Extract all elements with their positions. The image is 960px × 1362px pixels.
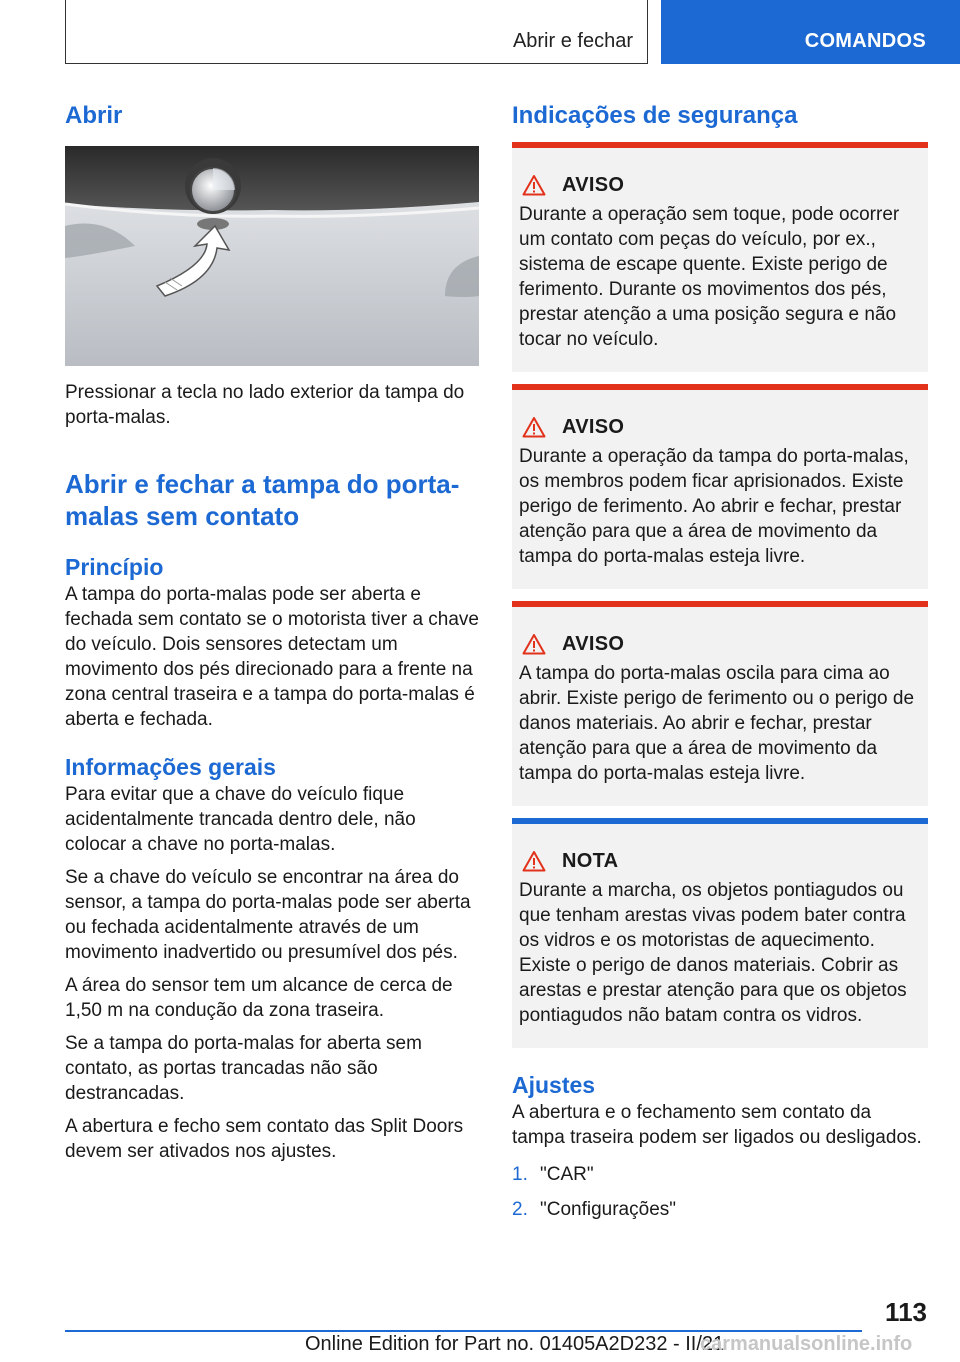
principio-text: A tampa do porta-malas pode ser aberta e fechada sem contato se o motorista tiver a chave do veículo. Dois sensores detectam um movimento dos pés direcionado para a frente na zona central traseira e a tampa do porta-malas é aberta e fechada.	[65, 584, 479, 730]
heading-safety: Indicações de segurança	[512, 102, 798, 129]
header-section-title: Abrir e fechar	[512, 30, 633, 52]
ajustes-text: A abertura e o fechamento sem contato da tampa traseira podem ser ligados ou desligados.	[512, 1102, 922, 1148]
trunk-button-illustration	[65, 146, 479, 366]
figure-caption: Pressionar a tecla no lado exterior da tampa do porta-malas.	[65, 382, 465, 428]
info-paragraph: Se a chave do veículo se encontrar na área do sensor, a tampa do porta-malas pode ser aberta ou fechada acidentalmente através de um movimento inadvertido ou presumível dos pés.	[65, 867, 471, 963]
warning-triangle-icon	[522, 416, 546, 438]
trunk-button-figure	[65, 146, 479, 366]
header-section-box	[65, 0, 648, 64]
page-number: 113	[885, 1297, 927, 1327]
warning-triangle-icon	[522, 633, 546, 655]
right-column	[512, 100, 928, 1232]
warning-text: Durante a operação sem toque, pode ocorrer um contato com peças do veículo, por ex., sistema de escape quente. Existe perigo de ferimento. Durante os movimentos dos pés, prestar atenção a uma posição segura e não tocar no veículo.	[519, 204, 900, 350]
list-item	[512, 1197, 928, 1222]
note-box	[512, 818, 928, 1048]
warning-triangle-icon	[522, 850, 546, 872]
warning-box	[512, 601, 928, 806]
info-paragraph: Se a tampa do porta-malas for aberta sem contato, as portas trancadas não são destrancadas.	[65, 1033, 422, 1104]
heading-main: Abrir e fechar a tampa do porta-malas sem contato	[65, 469, 460, 531]
left-column	[65, 100, 479, 1164]
heading-abrir: Abrir	[65, 102, 123, 129]
step-number: 2.	[512, 1199, 528, 1220]
step-label: "CAR"	[540, 1164, 594, 1185]
warning-box	[512, 142, 928, 372]
note-text: Durante a marcha, os objetos pontiagudos ou que tenham arestas vivas podem bater contra os vidros e os motoristas de aquecimento. Existe o perigo de danos materiais. Cobrir as arestas e prestar atenção para que os objetos pontiagudos não batam contra os vidros.	[519, 880, 907, 1026]
step-number: 1.	[512, 1164, 528, 1185]
ajustes-steps	[512, 1162, 928, 1222]
info-paragraph: Para evitar que a chave do veículo fique acidentalmente trancada dentro dele, não colocar a chave no porta-malas.	[65, 784, 416, 855]
warning-box	[512, 384, 928, 589]
warning-title: AVISO	[562, 632, 625, 655]
warning-title: AVISO	[562, 415, 625, 438]
heading-ajustes: Ajustes	[512, 1072, 596, 1098]
warning-title: AVISO	[562, 173, 625, 196]
warning-text: A tampa do porta-malas oscila para cima ao abrir. Existe perigo de ferimento ou o perigo de danos materiais. Ao abrir e fechar, prestar atenção para que a área de movimento da tampa do porta-malas esteja livre.	[519, 663, 915, 784]
heading-principio: Princípio	[65, 554, 164, 580]
header-chapter-tab	[661, 0, 960, 64]
footer-watermark: carmanualsonline.info	[700, 1333, 913, 1355]
footer-edition: Online Edition for Part no. 01405A2D232 - II/21	[305, 1333, 725, 1355]
warning-text: Durante a operação da tampa do porta-malas, os membros podem ficar aprisionados. Existe perigo de ferimento. Ao abrir e fechar, prestar atenção para que a área de movimento da tampa do porta-malas esteja livre.	[519, 446, 909, 567]
info-paragraph: A área do sensor tem um alcance de cerca de 1,50 m na condução da zona traseira.	[65, 975, 453, 1021]
info-paragraph: A abertura e fecho sem contato das Split Doors devem ser ativados nos ajustes.	[65, 1116, 464, 1162]
step-label: "Configurações"	[540, 1199, 677, 1220]
header-chapter-label: COMANDOS	[804, 30, 926, 52]
warning-triangle-icon	[522, 174, 546, 196]
footer-divider	[65, 1330, 862, 1332]
note-title: NOTA	[562, 849, 619, 872]
list-item	[512, 1162, 928, 1187]
heading-info: Informações gerais	[65, 754, 276, 780]
